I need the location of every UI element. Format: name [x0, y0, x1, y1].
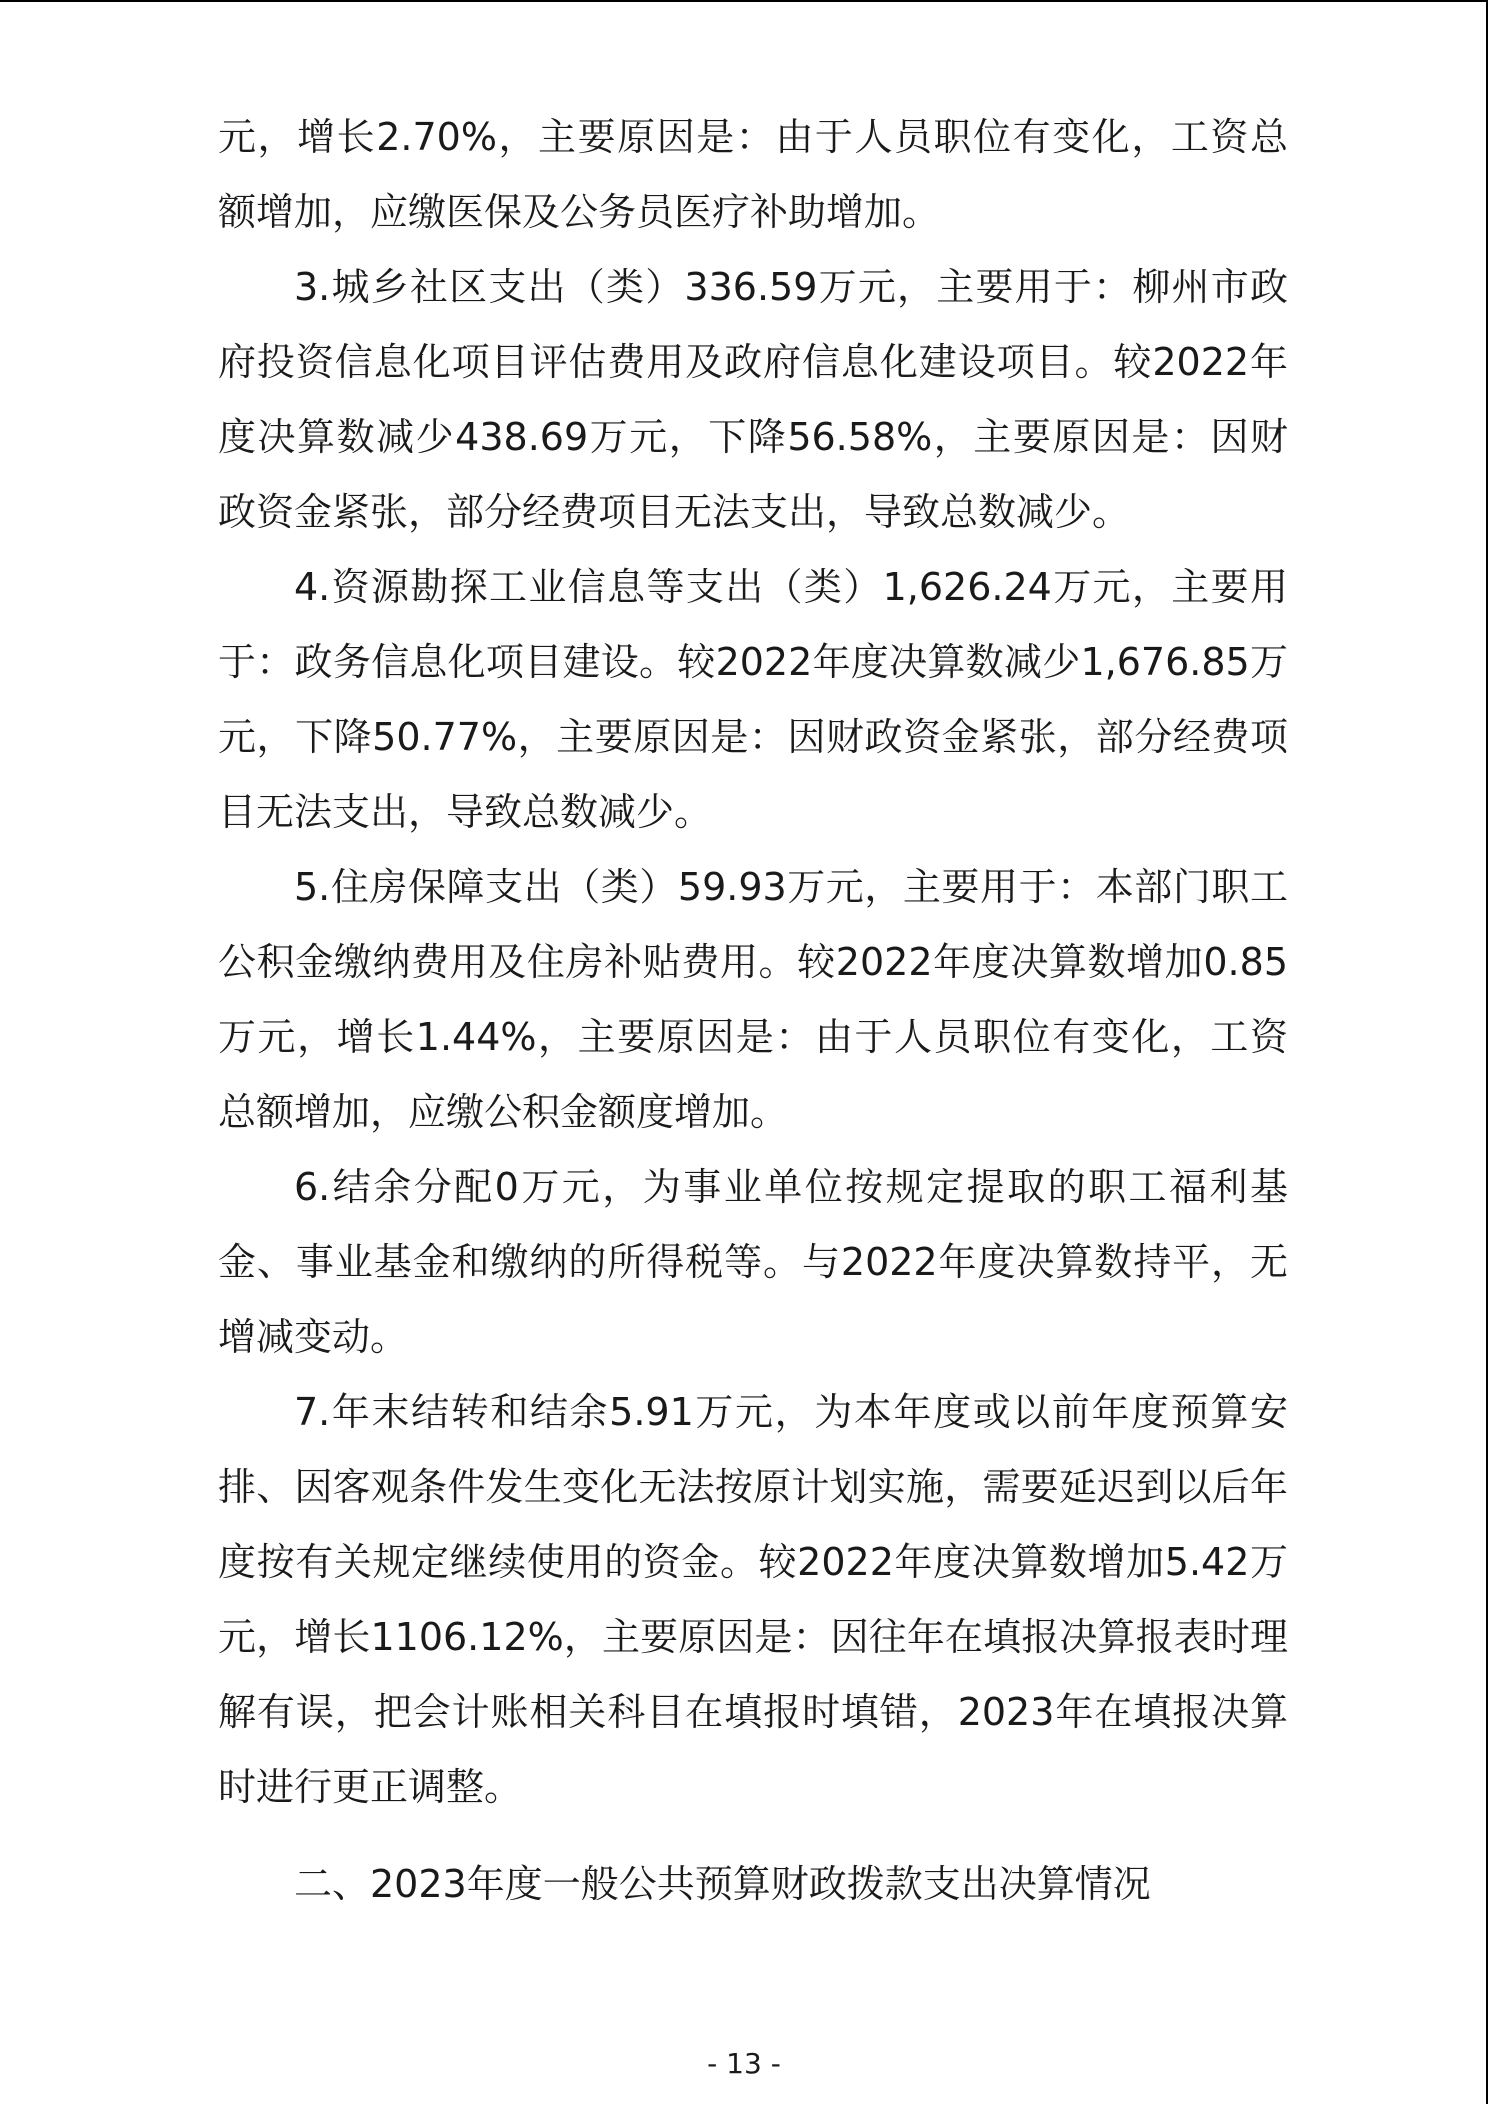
paragraph-year-end-carryover: 7.年末结转和结余5.91万元，为本年度或以前年度预算安排、因客观条件发生变化无法按原计划实施，需要延迟到以后年度按有关规定继续使用的资金。较2022年度决算数增加5.42万元，增长1106.12%，主要原因是：因往年在填报决算报表时理解有误，把会计账相关科目在填报时填错，2023年在填报决算时进行更正调整。	[218, 1390, 1288, 1809]
paragraph-housing-security: 5.住房保障支出（类）59.93万元，主要用于：本部门职工公积金缴纳费用及住房补贴费用。较2022年度决算数增加0.85万元，增长1.44%，主要原因是：由于人员职位有变化，工资总额增加，应缴公积金额度增加。	[218, 865, 1288, 1134]
paragraph-resource-exploration: 4.资源勘探工业信息等支出（类）1,626.24万元，主要用于：政务信息化项目建设。较2022年度决算数减少1,676.85万元，下降50.77%，主要原因是：因财政资金紧张，部分经费项目无法支出，导致总数减少。	[218, 565, 1288, 834]
document-body	[218, 100, 1288, 1922]
section-heading: 二、2023年度一般公共预算财政拨款支出决算情况	[294, 1862, 1151, 1906]
paragraph-surplus-distribution: 6.结余分配0万元，为事业单位按规定提取的职工福利基金、事业基金和缴纳的所得税等。与2022年度决算数持平，无增减变动。	[218, 1165, 1288, 1359]
page-border-top	[0, 0, 1488, 2]
paragraph-continuation: 元，增长2.70%，主要原因是：由于人员职位有变化，工资总额增加，应缴医保及公务员医疗补助增加。	[218, 115, 1288, 234]
page-number: - 13 -	[707, 2047, 781, 2080]
paragraph-urban-rural-community: 3.城乡社区支出（类）336.59万元，主要用于：柳州市政府投资信息化项目评估费用及政府信息化建设项目。较2022年度决算数减少438.69万元，下降56.58%，主要原因是：因财政资金紧张，部分经费项目无法支出，导致总数减少。	[218, 265, 1288, 534]
